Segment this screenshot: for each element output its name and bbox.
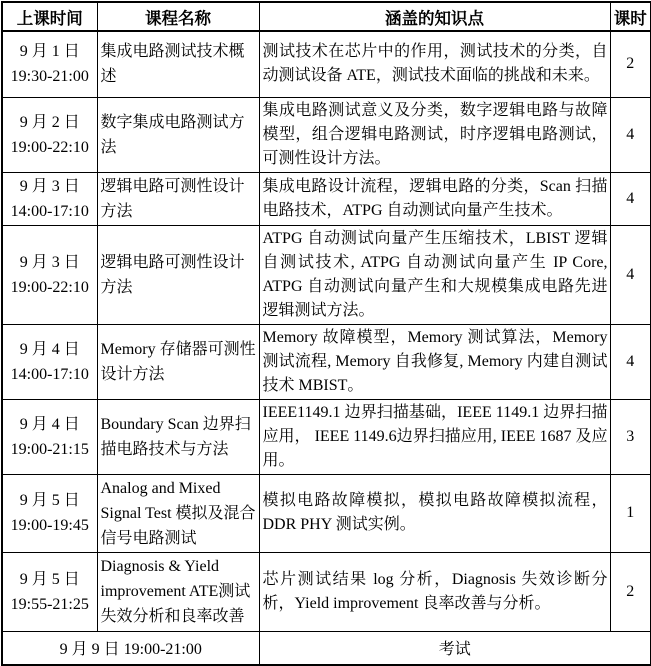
class-time-cell (2, 552, 97, 631)
exam-row (2, 631, 651, 665)
class-hours-cell: 4 (610, 97, 651, 172)
knowledge-points-cell: Memory 故障模型，Memory 测试算法，Memory 测试流程, Memory 自我修复, Memory 内建自测试技术 MBIST。 (259, 324, 610, 399)
course-name-cell: Memory 存储器可测性设计方法 (97, 324, 259, 399)
class-date: 9 月 2 日 (19, 113, 80, 131)
table-row (2, 474, 651, 552)
class-time-cell (2, 31, 97, 97)
course-name-cell: 集成电路测试技术概述 (97, 31, 259, 97)
course-name-cell: Analog and Mixed Signal Test 模拟及混合信号电路测试 (97, 474, 259, 552)
class-time-cell (2, 225, 97, 324)
table-header-row (2, 2, 651, 31)
table-row (2, 552, 651, 631)
class-hours-cell: 4 (610, 324, 651, 399)
course-name-cell: 逻辑电路可测性设计方法 (97, 172, 259, 225)
header-course-name: 课程名称 (97, 2, 259, 31)
class-time: 19:55-21:25 (10, 595, 89, 613)
class-date: 9 月 4 日 (19, 415, 80, 433)
course-name-cell: Diagnosis & Yield improvement ATE测试失效分析和良率改善 (97, 552, 259, 631)
knowledge-points-cell: IEEE1149.1 边界扫描基础，IEEE 1149.1 边界扫描应用， IEEE 1149.6边界扫描应用, IEEE 1687 及应用。 (259, 399, 610, 474)
table-row (2, 324, 651, 399)
class-hours-cell: 3 (610, 399, 651, 474)
course-name-cell: 逻辑电路可测性设计方法 (97, 225, 259, 324)
class-time-cell (2, 324, 97, 399)
table-row (2, 31, 651, 97)
header-knowledge-points: 涵盖的知识点 (259, 2, 610, 31)
class-time-cell (2, 97, 97, 172)
class-time: 14:00-17:10 (10, 365, 89, 383)
knowledge-points-cell: 芯片测试结果 log 分析，Diagnosis 失效诊断分析，Yield improvement 良率改善与分析。 (259, 552, 610, 631)
class-time: 19:30-21:00 (10, 68, 89, 86)
class-time-cell (2, 172, 97, 225)
class-time: 14:00-17:10 (10, 202, 89, 220)
knowledge-points-cell: 集成电路设计流程，逻辑电路的分类，Scan 扫描电路技术，ATPG 自动测试向量产生技术。 (259, 172, 610, 225)
class-hours-cell: 4 (610, 225, 651, 324)
class-time: 19:00-19:45 (10, 517, 89, 534)
class-time: 19:00-21:15 (10, 440, 89, 458)
knowledge-points-cell: 模拟电路故障模拟，模拟电路故障模拟流程，DDR PHY 测试实例。 (259, 474, 610, 552)
class-hours-cell: 2 (610, 552, 651, 631)
class-date: 9 月 3 日 (19, 253, 80, 271)
class-date: 9 月 5 日 (19, 492, 80, 509)
exam-label-cell: 考试 (259, 631, 651, 665)
class-time: 19:00-22:10 (10, 278, 89, 296)
course-name-cell: Boundary Scan 边界扫描电路技术与方法 (97, 399, 259, 474)
header-class-time: 上课时间 (2, 2, 97, 31)
knowledge-points-cell: 测试技术在芯片中的作用，测试技术的分类，自动测试设备 ATE，测试技术面临的挑战和未来。 (259, 31, 610, 97)
class-hours-cell: 4 (610, 172, 651, 225)
table-row (2, 172, 651, 225)
knowledge-points-cell: ATPG 自动测试向量产生压缩技术，LBIST 逻辑自测试技术, ATPG 自动测试向量产生 IP Core, ATPG 自动测试向量产生和大规模集成电路先进逻辑测试方法。 (259, 225, 610, 324)
class-date: 9 月 1 日 (19, 43, 80, 61)
knowledge-points-cell: 集成电路测试意义及分类，数字逻辑电路与故障模型，组合逻辑电路测试，时序逻辑电路测试，可测性设计方法。 (259, 97, 610, 172)
table-row (2, 97, 651, 172)
class-time: 19:00-22:10 (10, 138, 89, 156)
exam-datetime-cell: 9 月 9 日 19:00-21:00 (2, 631, 259, 665)
table-row (2, 399, 651, 474)
header-class-hours: 课时 (610, 2, 651, 31)
class-time-cell (2, 399, 97, 474)
class-date: 9 月 3 日 (19, 177, 80, 195)
course-schedule-table (1, 1, 651, 666)
class-hours-cell: 2 (610, 31, 651, 97)
course-name-cell: 数字集成电路测试方法 (97, 97, 259, 172)
class-hours-cell: 1 (610, 474, 651, 552)
class-time-cell (2, 474, 97, 552)
class-date: 9 月 4 日 (19, 340, 80, 358)
table-row (2, 225, 651, 324)
class-date: 9 月 5 日 (19, 570, 80, 588)
